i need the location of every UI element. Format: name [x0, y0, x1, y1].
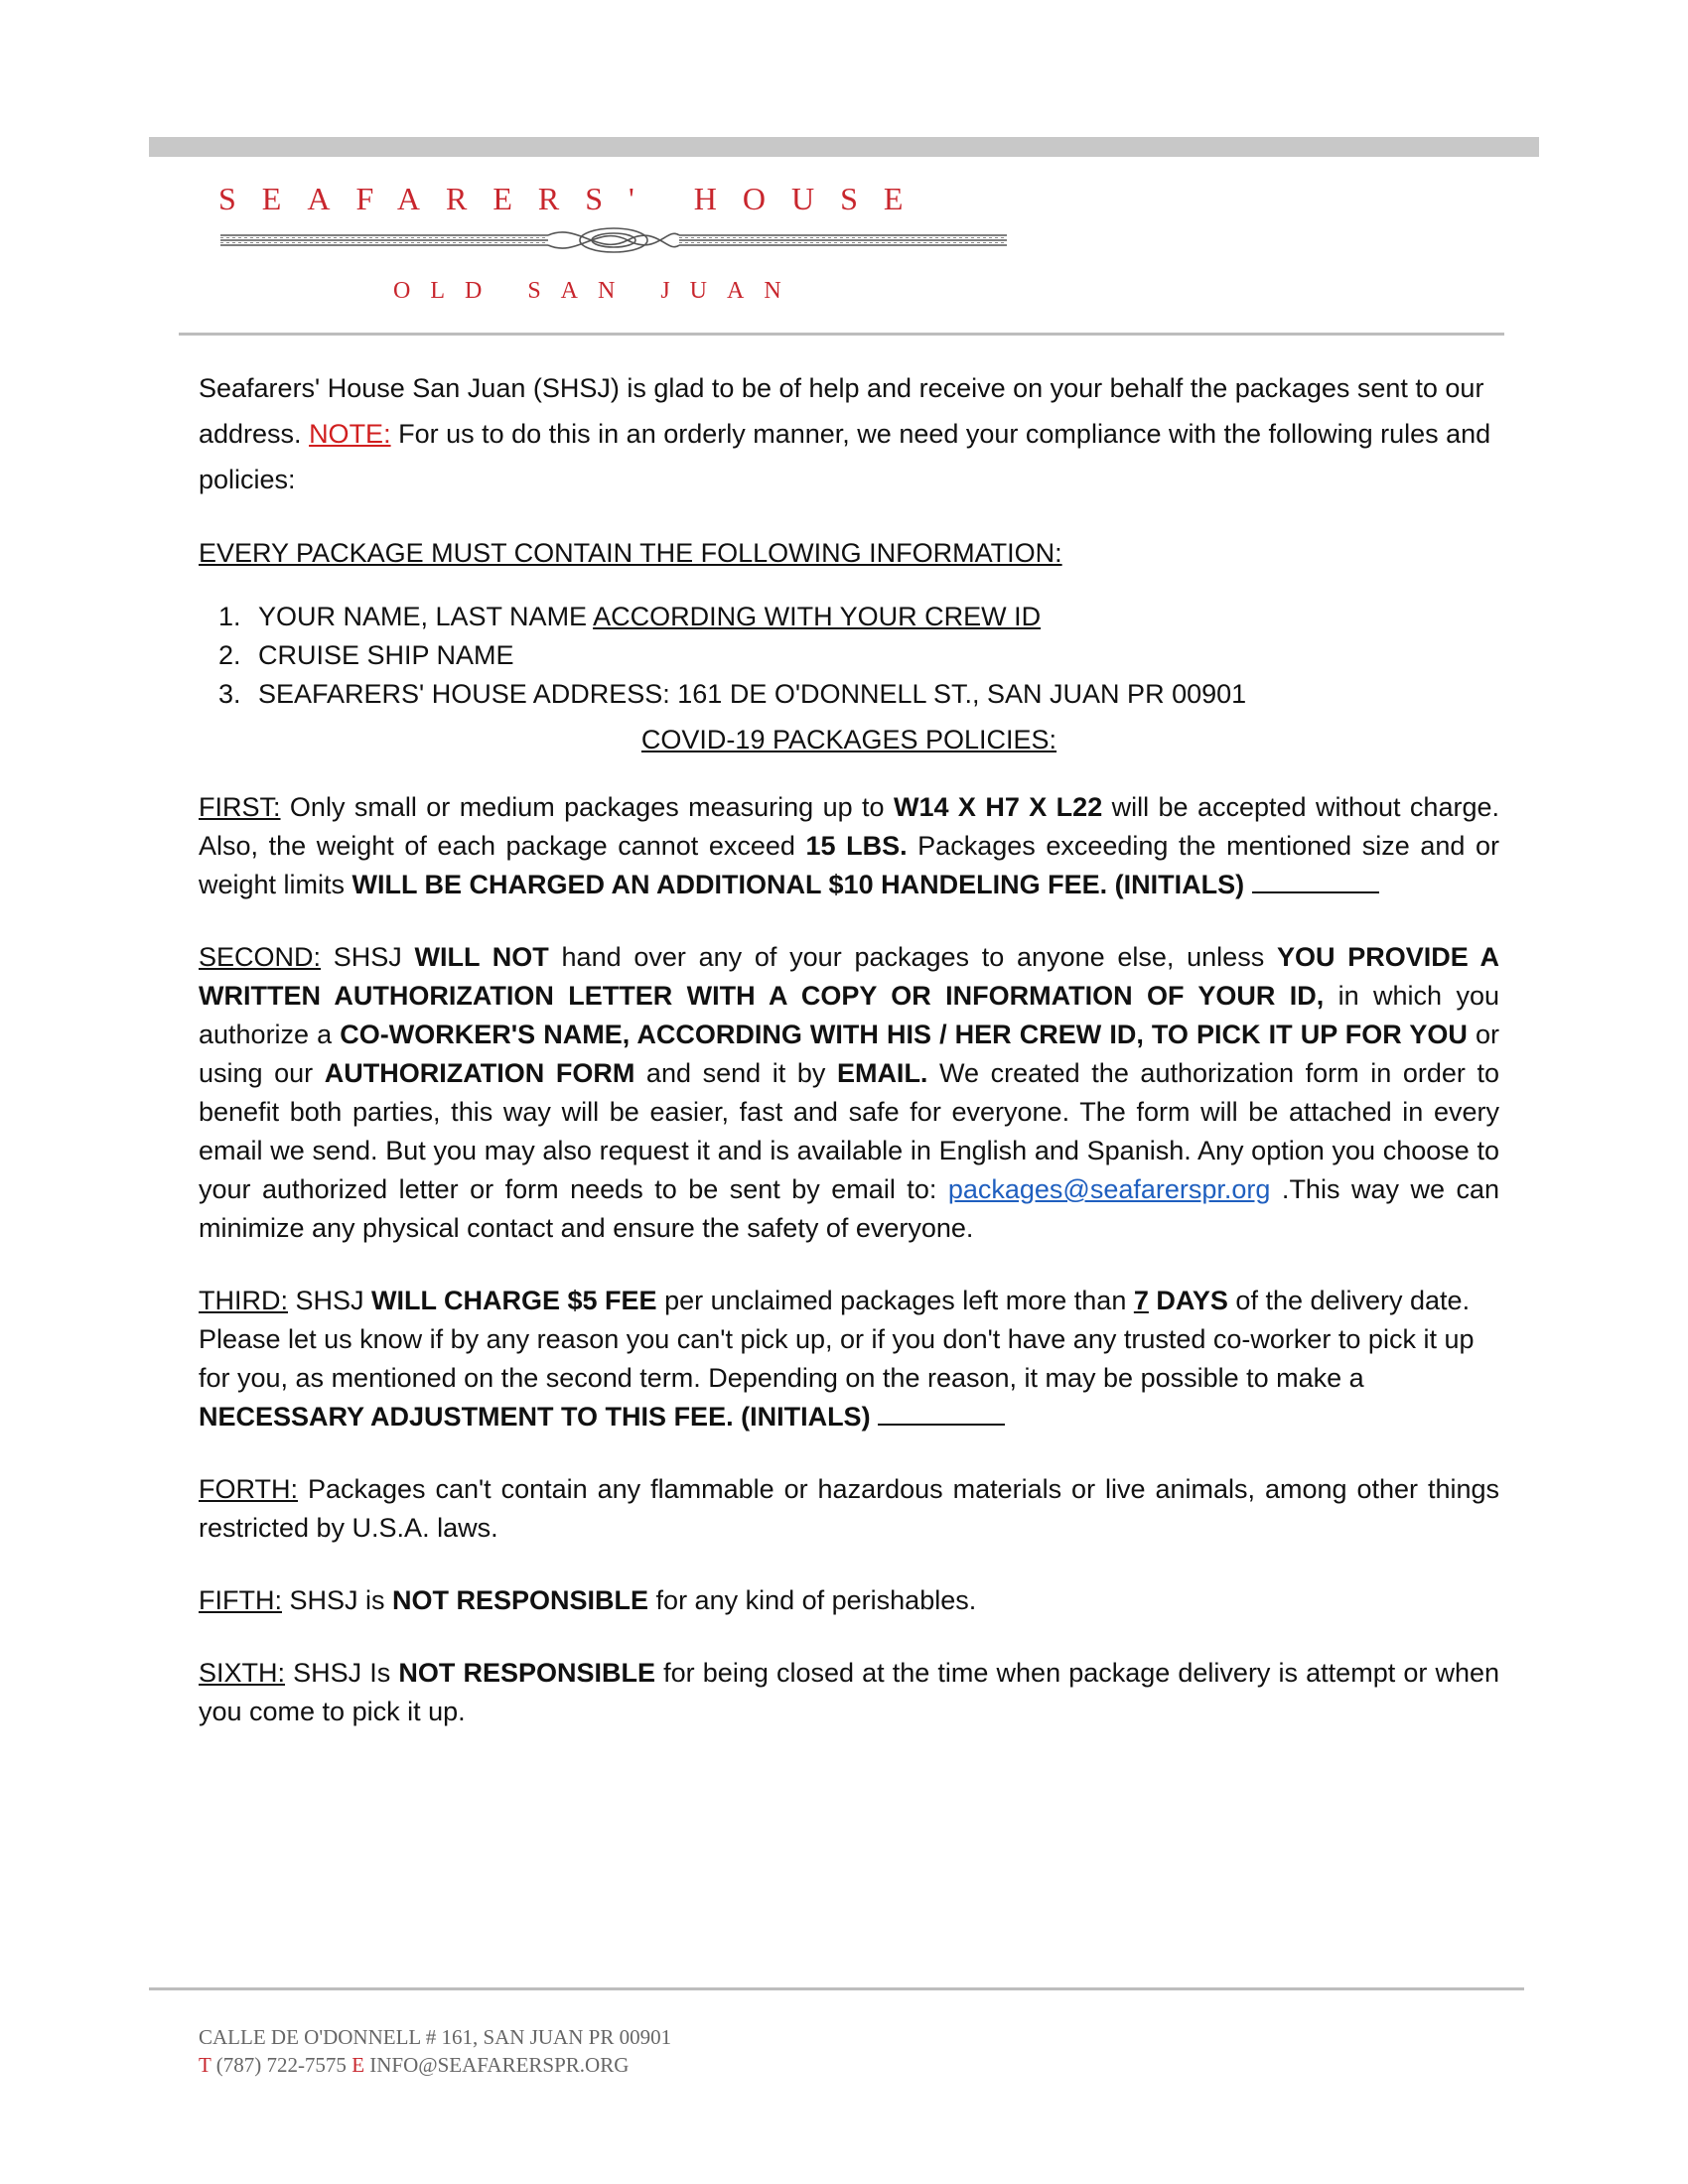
policy-label: FORTH:: [199, 1474, 298, 1504]
policy-bold: EMAIL.: [836, 1058, 928, 1088]
phone-label: T: [199, 2053, 211, 2077]
policy-bold: WILL BE CHARGED AN ADDITIONAL $10 HANDELING FEE. (INITIALS): [352, 870, 1245, 899]
package-info-list: [199, 598, 1499, 714]
header-divider: [179, 333, 1504, 336]
policy-text: Packages can't contain any flammable or hazardous materials or live animals, among other things restricted by U.S.A. laws.: [199, 1474, 1499, 1543]
policy-label: SECOND:: [199, 942, 322, 972]
policy-bold: 7: [1133, 1286, 1149, 1315]
policy-label: FIRST:: [199, 792, 281, 822]
top-bar: [149, 137, 1539, 157]
policy-fifth: [199, 1581, 1499, 1620]
policy-sixth: [199, 1654, 1499, 1731]
initials-blank[interactable]: [1252, 870, 1379, 893]
rope-knot-icon: [220, 226, 1007, 256]
policy-forth: [199, 1470, 1499, 1548]
intro-text-continued: For us to do this in an orderly manner, we need your compliance with the following rules and policies:: [199, 419, 1491, 494]
footer-phone: (787) 722-7575: [211, 2053, 352, 2077]
policy-text: in which you authorize a: [199, 981, 1499, 1049]
footer-divider: [149, 1987, 1524, 1990]
list-item-text: YOUR NAME, LAST NAME: [258, 602, 594, 631]
footer-contact: [199, 2051, 671, 2079]
policy-label: THIRD:: [199, 1286, 288, 1315]
policy-second: [199, 938, 1499, 1248]
policy-text: Packages exceeding the mentioned size and or weight limits: [199, 831, 1499, 899]
policy-first: [199, 788, 1499, 904]
policy-text: .This way we can minimize any physical contact and ensure the safety of everyone.: [199, 1174, 1500, 1243]
list-item: [248, 636, 1499, 675]
policy-label: FIFTH:: [199, 1585, 282, 1615]
seafarers-house-logo: [213, 181, 1008, 310]
policy-text: will be accepted without charge. Also, the weight of each package cannot exceed: [199, 792, 1499, 861]
policy-bold: WILL CHARGE $5 FEE: [371, 1286, 657, 1315]
policy-text: of the delivery date. Please let us know if by any reason you can't pick up, or if you don't have any trusted co-worker to pick it up for you, as mentioned on the second term. Depending on the reason, it may be possible to make a: [199, 1286, 1475, 1393]
policy-bold: AUTHORIZATION FORM: [324, 1058, 635, 1088]
policy-bold: WILL NOT: [414, 942, 549, 972]
list-item-emphasis: ACCORDING WITH YOUR CREW ID: [593, 602, 1042, 631]
intro-text: Seafarers' House San Juan (SHSJ) is glad to be of help and receive on your behalf the packages sent to our address.: [199, 373, 1484, 449]
footer: [199, 2023, 671, 2079]
logo-title: SEAFARERS' HOUSE: [218, 181, 929, 216]
logo-subtitle: OLD SAN JUAN: [393, 278, 801, 304]
note-label: NOTE:: [309, 419, 391, 449]
policy-text: per unclaimed packages left more than: [656, 1286, 1134, 1315]
policy-bold: W14 X H7 X L22: [893, 792, 1103, 822]
policy-text: for any kind of perishables.: [648, 1585, 977, 1615]
policy-text: Only small or medium packages measuring up to: [280, 792, 894, 822]
policy-label: SIXTH:: [199, 1658, 286, 1688]
intro-paragraph: [199, 365, 1499, 502]
policy-bold: NOT RESPONSIBLE: [398, 1658, 656, 1688]
policy-bold: YOU PROVIDE A WRITTEN AUTHORIZATION LETTER WITH A COPY OR INFORMATION OF YOUR ID,: [199, 942, 1499, 1011]
policy-bold: 15 LBS.: [805, 831, 908, 861]
policy-bold: DAYS: [1148, 1286, 1228, 1315]
policy-third: [199, 1282, 1499, 1436]
policy-text: SHSJ Is: [285, 1658, 399, 1688]
policy-bold: NECESSARY ADJUSTMENT TO THIS FEE. (INITIALS): [199, 1402, 871, 1432]
footer-address: CALLE DE O'DONNELL # 161, SAN JUAN PR 00901: [199, 2025, 672, 2049]
policy-text: for being closed at the time when package delivery is attempt or when you come to pick it up.: [199, 1658, 1499, 1726]
list-item-text: CRUISE SHIP NAME: [258, 640, 514, 670]
policy-text: or using our: [199, 1020, 1499, 1088]
packages-email-link[interactable]: packages@seafarerspr.org: [947, 1174, 1271, 1204]
policies-heading: COVID-19 PACKAGES POLICIES:: [640, 725, 1057, 754]
document-body: [199, 365, 1499, 1731]
list-item: [248, 598, 1499, 636]
policy-text: and send it by: [634, 1058, 837, 1088]
initials-blank[interactable]: [878, 1402, 1005, 1426]
list-item: [248, 675, 1499, 714]
policy-text: SHSJ: [321, 942, 415, 972]
policy-bold: CO-WORKER'S NAME, ACCORDING WITH HIS / HER CREW ID, TO PICK IT UP FOR YOU: [340, 1020, 1468, 1049]
policy-text: We created the authorization form in order to benefit both parties, this way will be easier, fast and safe for everyone. The form will be attached in every email we send. But you may also request it and is available in English and Spanish. Any option you choose to your authorized letter or form needs to be sent by email to:: [199, 1058, 1499, 1204]
policy-bold: NOT RESPONSIBLE: [392, 1585, 649, 1615]
package-info-heading: EVERY PACKAGE MUST CONTAIN THE FOLLOWING INFORMATION:: [199, 538, 1062, 568]
email-label: E: [352, 2053, 365, 2077]
footer-email: INFO@SEAFARERSPR.ORG: [364, 2053, 630, 2077]
list-item-text: SEAFARERS' HOUSE ADDRESS: 161 DE O'DONNELL ST., SAN JUAN PR 00901: [258, 679, 1247, 709]
policy-text: hand over any of your packages to anyone else, unless: [548, 942, 1277, 972]
policy-text: SHSJ is: [281, 1585, 393, 1615]
policy-text: SHSJ: [288, 1286, 372, 1315]
